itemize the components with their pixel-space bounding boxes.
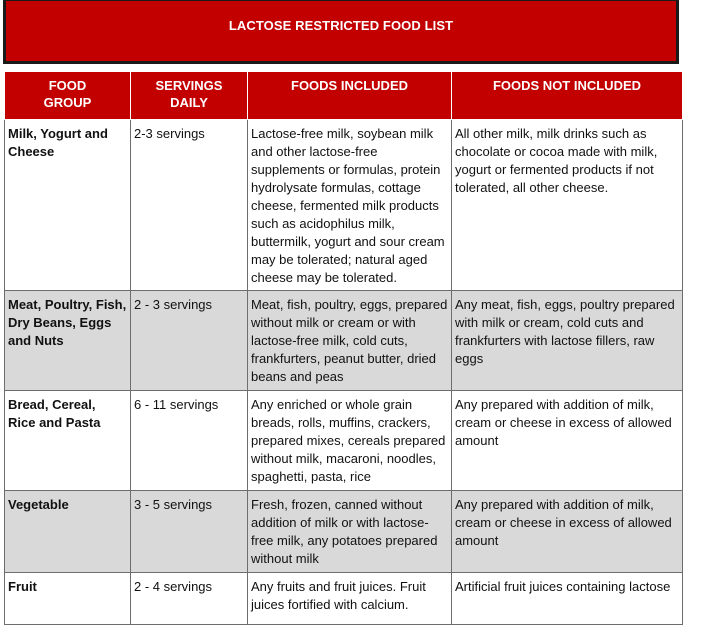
header-foods-included: FOODS INCLUDED — [248, 72, 452, 120]
table-row-vegetable — [5, 491, 683, 573]
servings-cell: 2-3 servings — [131, 120, 248, 291]
header-servings-line2: DAILY — [170, 95, 208, 110]
foods-included-cell: Any fruits and fruit juices. Fruit juices fortified with calcium. — [248, 573, 452, 625]
servings-cell: 6 - 11 servings — [131, 391, 248, 491]
header-foods-not-included: FOODS NOT INCLUDED — [452, 72, 683, 120]
food-group-cell: Fruit — [5, 573, 131, 625]
foods-included-cell: Fresh, frozen, canned without addition of milk or with lactose-free milk, any potatoes prepared without milk — [248, 491, 452, 573]
table-row-meat — [5, 291, 683, 391]
foods-not-included-cell: Any meat, fish, eggs, poultry prepared with milk or cream, cold cuts and frankfurters with lactose fillers, raw eggs — [452, 291, 683, 391]
header-servings-line1: SERVINGS — [155, 78, 223, 93]
title-bar — [3, 0, 679, 64]
table-row-milk — [5, 120, 683, 291]
foods-included-cell: Any enriched or whole grain breads, rolls, muffins, crackers, prepared mixes, cereals prepared without milk, macaroni, noodles, spaghetti, pasta, rice — [248, 391, 452, 491]
page-title: LACTOSE RESTRICTED FOOD LIST — [228, 18, 454, 33]
foods-not-included-cell: All other milk, milk drinks such as chocolate or cocoa made with milk, yogurt or fermented products if not tolerated, all other cheese. — [452, 120, 683, 291]
table-row-bread — [5, 391, 683, 491]
food-group-cell: Meat, Poultry, Fish, Dry Beans, Eggs and Nuts — [5, 291, 131, 391]
servings-cell: 2 - 3 servings — [131, 291, 248, 391]
foods-not-included-cell: Any prepared with addition of milk, cream or cheese in excess of allowed amount — [452, 391, 683, 491]
header-food-group — [5, 72, 131, 120]
header-row — [5, 72, 683, 120]
table-row-fruit — [5, 573, 683, 625]
servings-cell: 2 - 4 servings — [131, 573, 248, 625]
food-group-cell: Milk, Yogurt and Cheese — [5, 120, 131, 291]
header-servings-daily — [131, 72, 248, 120]
foods-not-included-cell: Any prepared with addition of milk, cream or cheese in excess of allowed amount — [452, 491, 683, 573]
servings-cell: 3 - 5 servings — [131, 491, 248, 573]
foods-included-cell: Lactose-free milk, soybean milk and other lactose-free supplements or formulas, protein hydrolysate formulas, cottage cheese, fermented milk products such as acidophilus milk, buttermilk, yogurt and sour cream may be tolerated; natural aged cheese may be tolerated. — [248, 120, 452, 291]
foods-included-cell: Meat, fish, poultry, eggs, prepared without milk or cream or with lactose-free milk, cold cuts, frankfurters, peanut butter, dried beans and peas — [248, 291, 452, 391]
header-food-group-line2: GROUP — [43, 95, 92, 110]
food-list-table — [4, 71, 683, 625]
foods-not-included-cell: Artificial fruit juices containing lactose — [452, 573, 683, 625]
food-group-cell: Vegetable — [5, 491, 131, 573]
header-food-group-line1: FOOD — [48, 78, 87, 93]
food-group-cell: Bread, Cereal, Rice and Pasta — [5, 391, 131, 491]
